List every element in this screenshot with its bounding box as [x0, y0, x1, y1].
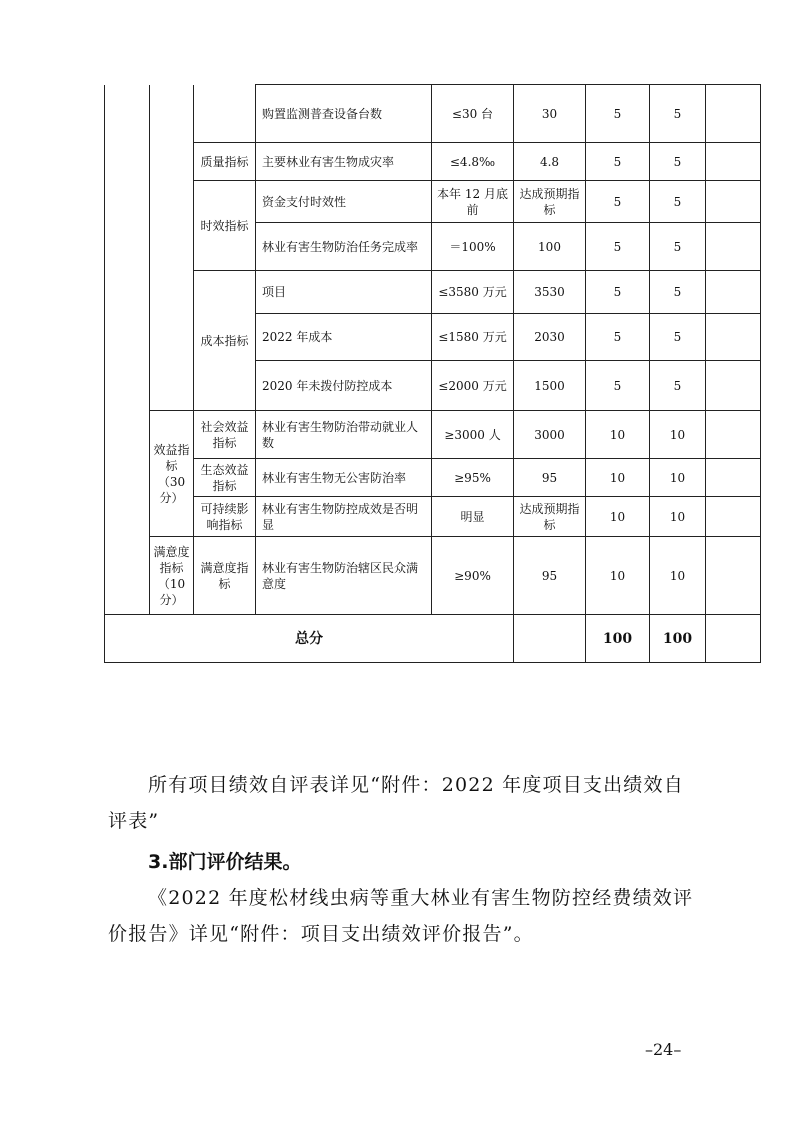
level3-cell: 质量指标 [194, 143, 256, 181]
target-cell: ≤30 台 [432, 85, 514, 143]
page-number: –24– [645, 1040, 682, 1059]
actual-cell: 3530 [514, 271, 586, 314]
weight-cell: 10 [586, 537, 650, 615]
target-cell: ≤3580 万元 [432, 271, 514, 314]
table-row [105, 459, 761, 497]
target-cell: ≥95% [432, 459, 514, 497]
level3-cell [194, 85, 256, 143]
item-cell: 林业有害生物无公害防治率 [256, 459, 432, 497]
item-cell: 林业有害生物防治带动就业人数 [256, 411, 432, 459]
category-cell: 效益指标（30分） [150, 411, 194, 537]
paragraph-evaluation-report: 《2022 年度松材线虫病等重大林业有害生物防控经费绩效评价报告》详见“附件：项目支出绩效评价报告”。 [108, 887, 694, 945]
item-cell: 购置监测普查设备台数 [256, 85, 432, 143]
target-cell: 明显 [432, 497, 514, 537]
note-cell [706, 85, 761, 143]
weight-cell: 5 [586, 181, 650, 223]
level3-cell: 时效指标 [194, 181, 256, 271]
table-row [105, 411, 761, 459]
actual-cell: 95 [514, 459, 586, 497]
target-cell: ≤4.8‰ [432, 143, 514, 181]
score-cell: 5 [650, 223, 706, 271]
score-cell: 5 [650, 85, 706, 143]
actual-cell: 4.8 [514, 143, 586, 181]
weight-cell: 5 [586, 314, 650, 361]
item-cell: 2020 年未拨付防控成本 [256, 361, 432, 411]
level3-cell: 满意度指标 [194, 537, 256, 615]
table-row [105, 181, 761, 223]
item-cell: 林业有害生物防控成效是否明显 [256, 497, 432, 537]
total-label: 总分 [105, 615, 514, 663]
item-cell: 项目 [256, 271, 432, 314]
weight-cell: 5 [586, 223, 650, 271]
level2-cell [150, 85, 194, 411]
score-cell: 5 [650, 271, 706, 314]
actual-cell: 1500 [514, 361, 586, 411]
table-row [105, 537, 761, 615]
level3-cell: 生态效益指标 [194, 459, 256, 497]
performance-table [104, 84, 761, 663]
score-cell: 5 [650, 181, 706, 223]
target-cell: ≥3000 人 [432, 411, 514, 459]
weight-cell: 10 [586, 497, 650, 537]
level3-cell: 可持续影响指标 [194, 497, 256, 537]
note-cell [706, 314, 761, 361]
item-cell: 2022 年成本 [256, 314, 432, 361]
item-cell: 林业有害生物防治任务完成率 [256, 223, 432, 271]
score-cell: 10 [650, 497, 706, 537]
section-heading: 3.部门评价结果。 [148, 851, 302, 873]
total-score: 100 [650, 615, 706, 663]
total-row [105, 615, 761, 663]
weight-cell: 5 [586, 361, 650, 411]
actual-cell: 达成预期指标 [514, 497, 586, 537]
table-row [105, 271, 761, 314]
weight-cell: 5 [586, 85, 650, 143]
item-cell: 林业有害生物防治辖区民众满意度 [256, 537, 432, 615]
note-cell [706, 411, 761, 459]
note-cell [706, 143, 761, 181]
level3-cell: 成本指标 [194, 271, 256, 411]
level1-cell [105, 85, 150, 615]
target-cell: ≤2000 万元 [432, 361, 514, 411]
note-cell [706, 271, 761, 314]
score-cell: 10 [650, 459, 706, 497]
target-cell: 本年 12 月底前 [432, 181, 514, 223]
item-cell: 主要林业有害生物成灾率 [256, 143, 432, 181]
note-cell [706, 537, 761, 615]
note-cell [706, 181, 761, 223]
actual-cell: 100 [514, 223, 586, 271]
table-row [105, 143, 761, 181]
weight-cell: 5 [586, 271, 650, 314]
note-cell [706, 223, 761, 271]
note-cell [706, 361, 761, 411]
table-row [105, 85, 761, 143]
weight-cell: 5 [586, 143, 650, 181]
total-actual-cell [514, 615, 586, 663]
score-cell: 5 [650, 314, 706, 361]
target-cell: ≥90% [432, 537, 514, 615]
score-cell: 10 [650, 411, 706, 459]
score-cell: 10 [650, 537, 706, 615]
target-cell: ＝100% [432, 223, 514, 271]
item-cell: 资金支付时效性 [256, 181, 432, 223]
actual-cell: 95 [514, 537, 586, 615]
actual-cell: 2030 [514, 314, 586, 361]
category-cell: 满意度指标（10分） [150, 537, 194, 615]
score-cell: 5 [650, 143, 706, 181]
note-cell [706, 459, 761, 497]
total-weight: 100 [586, 615, 650, 663]
weight-cell: 10 [586, 459, 650, 497]
actual-cell: 3000 [514, 411, 586, 459]
total-note-cell [706, 615, 761, 663]
table-row [105, 497, 761, 537]
score-cell: 5 [650, 361, 706, 411]
target-cell: ≤1580 万元 [432, 314, 514, 361]
note-cell [706, 497, 761, 537]
weight-cell: 10 [586, 411, 650, 459]
actual-cell: 达成预期指标 [514, 181, 586, 223]
level3-cell: 社会效益指标 [194, 411, 256, 459]
paragraph-self-evaluation: 所有项目绩效自评表详见“附件：2022 年度项目支出绩效自评表” [108, 774, 684, 832]
actual-cell: 30 [514, 85, 586, 143]
